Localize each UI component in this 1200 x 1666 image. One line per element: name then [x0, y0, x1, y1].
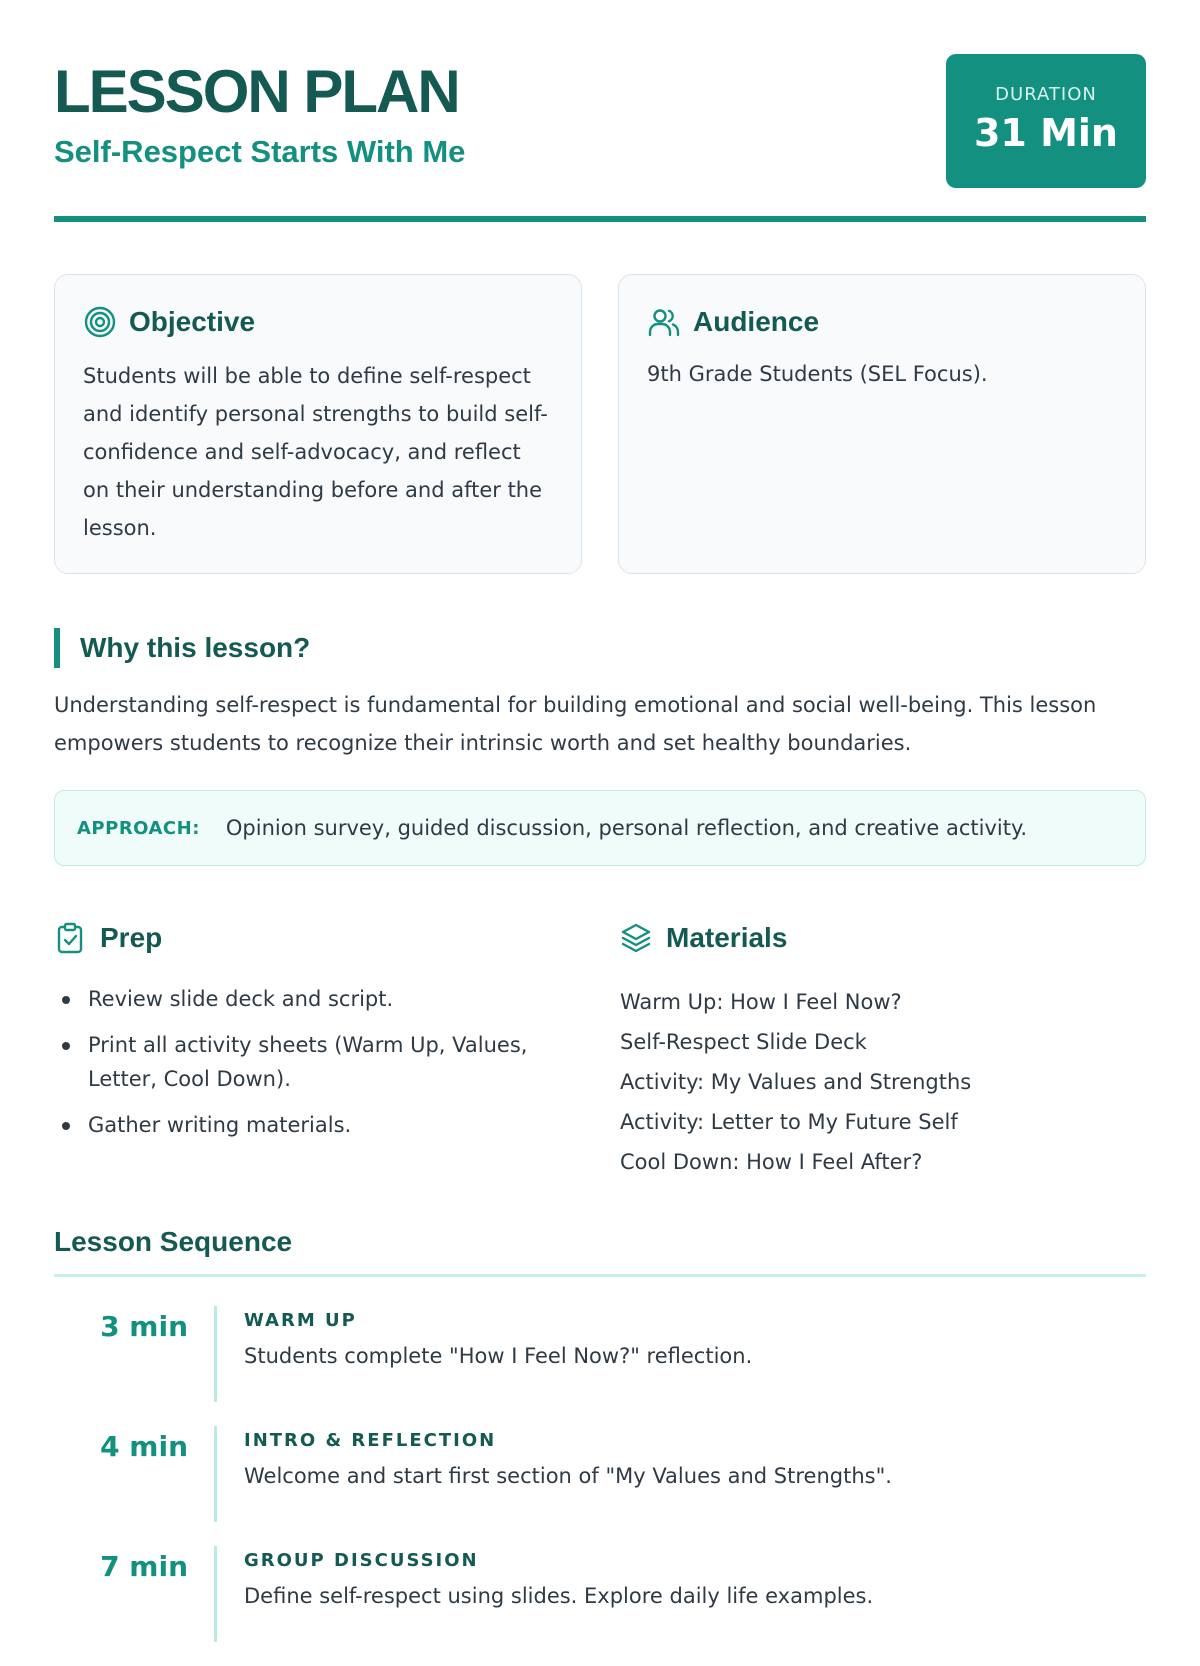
list-item[interactable]: Activity: Letter to My Future Self [620, 1110, 958, 1134]
prep-list [54, 982, 582, 1142]
materials-heading: Materials [666, 922, 788, 953]
duration-value: 31 Min [973, 111, 1118, 155]
audience-card [618, 274, 1146, 574]
list-item[interactable]: Activity: My Values and Strengths [620, 1070, 972, 1094]
objective-text: Students will be able to define self-respect and identify personal strengths to build self-confidence and self-advocacy, and reflect on their understanding before and after the lesson. [83, 364, 548, 540]
list-item[interactable]: Self-Respect Slide Deck [620, 1030, 867, 1054]
objective-heading: Objective [129, 306, 256, 337]
objective-card [54, 274, 582, 574]
sequence-heading: Lesson Sequence [54, 1226, 1146, 1277]
audience-text: 9th Grade Students (SEL Focus). [647, 362, 988, 386]
header [54, 0, 1146, 222]
materials-header [620, 920, 1148, 956]
list-item: Print all activity sheets (Warm Up, Values, Letter, Cool Down). [54, 1028, 582, 1096]
page-subtitle: Self-Respect Starts With Me [54, 134, 466, 169]
step-divider [214, 1546, 217, 1642]
audience-heading: Audience [693, 306, 820, 337]
page-title: LESSON PLAN [54, 58, 459, 125]
step-divider [214, 1306, 217, 1402]
sequence-step [54, 1426, 1146, 1546]
approach-box [54, 790, 1146, 866]
sequence-step [54, 1546, 1146, 1666]
materials-section [620, 920, 1148, 1182]
sequence-step [54, 1306, 1146, 1426]
target-icon [83, 305, 117, 339]
why-heading: Why this lesson? [54, 628, 310, 668]
approach-text: Opinion survey, guided discussion, personal reflection, and creative activity. [225, 816, 1028, 840]
step-time: 3 min [100, 1310, 188, 1343]
list-item[interactable]: Cool Down: How I Feel After? [620, 1150, 923, 1174]
list-item: Gather writing materials. [54, 1108, 582, 1142]
materials-list [620, 982, 1148, 1182]
clipboard-check-icon [54, 922, 86, 954]
layers-icon [620, 922, 652, 954]
prep-header [54, 920, 582, 956]
step-name: GROUP DISCUSSION [244, 1550, 479, 1571]
audience-header [647, 305, 1117, 339]
step-time: 4 min [100, 1430, 188, 1463]
prep-section [54, 920, 582, 1154]
objective-header [83, 305, 553, 339]
step-description: Define self-respect using slides. Explore daily life examples. [244, 1584, 874, 1608]
step-name: WARM UP [244, 1310, 357, 1331]
step-time: 7 min [100, 1550, 188, 1583]
list-item: Review slide deck and script. [54, 982, 582, 1016]
why-text: Understanding self-respect is fundamental for building emotional and social well-being. This lesson empowers students to recognize their intrinsic worth and set healthy boundaries. [54, 693, 1097, 755]
prep-heading: Prep [100, 922, 163, 953]
duration-label: DURATION [995, 84, 1097, 105]
info-cards [54, 274, 1146, 574]
step-divider [214, 1426, 217, 1522]
duration-badge [946, 54, 1146, 188]
lesson-sequence [54, 1306, 1146, 1666]
users-icon [647, 305, 681, 339]
step-description: Students complete "How I Feel Now?" reflection. [244, 1344, 753, 1368]
step-name: INTRO & REFLECTION [244, 1430, 497, 1451]
list-item[interactable]: Warm Up: How I Feel Now? [620, 990, 902, 1014]
approach-label: APPROACH: [77, 817, 200, 839]
step-description: Welcome and start first section of "My Values and Strengths". [244, 1464, 892, 1488]
